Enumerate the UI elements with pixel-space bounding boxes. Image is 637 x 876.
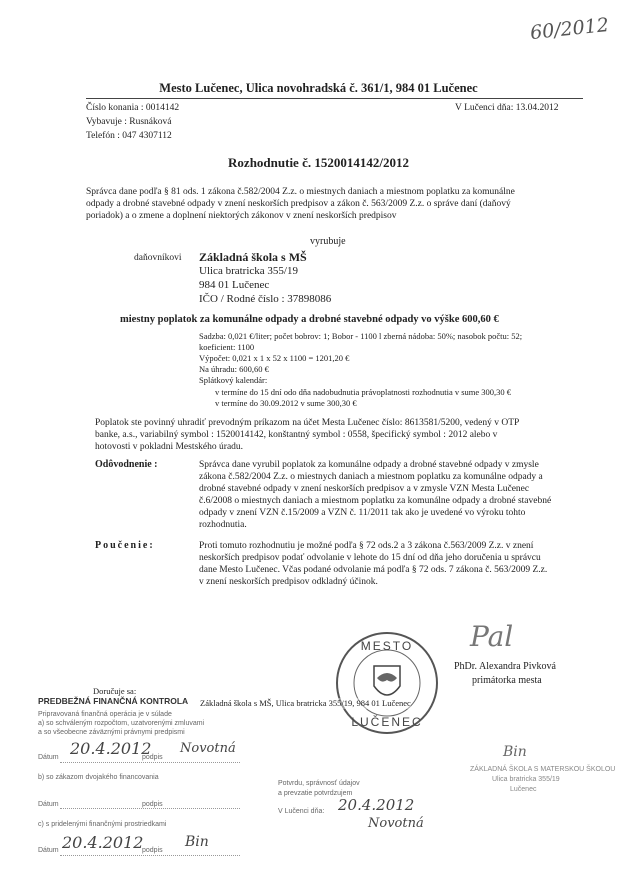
control-stamp-title: PREDBEŽNÁ FINANČNÁ KONTROLA [38, 696, 189, 706]
taxpayer-label: daňovníkovi [134, 253, 182, 263]
handled-by: Vybavuje : Rusnáková [86, 117, 172, 127]
payment-line: Poplatok ste povinný uhradiť prevodným príkazom na účet Mesta Lučenec číslo: 8613581/5200, vedený v OTP [95, 418, 520, 428]
control-stamp-line: c) s pridelenými finančnými prostriedkami [38, 821, 167, 828]
fee-detail-line: Výpočet: 0,021 x 1 x 52 x 1100 = 1201,20 € [199, 353, 350, 363]
fee-detail-line: Splátkový kalendár: [199, 375, 268, 385]
date-label: Dátum [38, 847, 59, 854]
phone: Telefón : 047 4307112 [86, 131, 172, 141]
control-stamp-line: Pripravovaná finančná operácia je v súlade [38, 711, 172, 718]
reasoning-line: zákona č.582/2004 Z.z. o miestnych daniach a miestnom poplatku za komunálne odpady a [199, 472, 543, 482]
fee-detail-line: koeficient: 1100 [199, 342, 255, 352]
date-label: Dátum [38, 801, 59, 808]
payment-line: banke, a.s., variabilný symbol : 1520014142, konštantný symbol : 0558, špecifický symbol : 2012 alebo v [95, 430, 498, 440]
intro-line: Správca dane podľa § 81 ods. 1 zákona č.582/2004 Z.z. o miestnych daniach a miestnom poplatku za komunálne [86, 187, 515, 197]
levies-label: vyrubuje [310, 236, 346, 247]
intro-line: odpady a drobné stavebné odpady v znení neskorších predpisov a zákon č. 563/2009 Z.z. o správe daní (daňový [86, 199, 511, 209]
document-header: Mesto Lučenec, Ulica novohradská č. 361/1, 984 01 Lučenec [159, 81, 478, 95]
installment-line: v termíne do 15 dní odo dňa nadobudnutia právoplatnosti rozhodnutia v sume 300,30 € [215, 387, 512, 397]
sign-label: podpis [142, 847, 163, 854]
control-stamp-line: a so všeobecne záväznými právnymi predpismi [38, 729, 185, 736]
taxpayer-ico: IČO / Rodné číslo : 37898086 [199, 293, 332, 305]
reasoning-line: drobné stavebné odpady v znení neskorších predpisov a v zmysle VZN Mesta Lučenec [199, 484, 530, 494]
instruction-line: neskorších predpisov podať odvolanie v lehote do 15 dní od dňa jeho doručenia u správcu [199, 553, 541, 563]
instruction-line: v znení neskorších predpisov odkladný účinok. [199, 577, 378, 587]
school-stamp-line: Ulica bratricka 355/19 [492, 776, 560, 783]
delivery-recipient: Základná škola s MŠ, Ulica bratricka 355/19, 984 01 Lučenec [200, 698, 411, 708]
instruction-line: dane Mesto Lučenec. Včas podané odvolanie má podľa § 72 ods. 7 zákona č. 563/2009 Z.z. [199, 565, 548, 575]
signer-name: PhDr. Alexandra Pivková [454, 661, 556, 672]
handwritten-signature: Bin [185, 834, 209, 850]
fee-title: miestny poplatok za komunálne odpady a drobné stavebné odpady vo výške 600,60 € [120, 314, 499, 325]
seal-bottom-text: LUČENEC [351, 715, 423, 729]
confirmation-stamp-line: a prevzatie potvrdzujem [278, 790, 353, 797]
handwritten-reference-number: 60/2012 [529, 13, 610, 45]
sign-label: podpis [142, 801, 163, 808]
signature-line [60, 808, 240, 809]
seal-shield-icon [374, 666, 400, 695]
installment-line: v termíne do 30.09.2012 v sume 300,30 € [215, 398, 357, 408]
reasoning-line: Správca dane vyrubil poplatok za komunálne odpady a drobné stavebné odpady v zmysle [199, 460, 539, 470]
handwritten-signature: Novotná [180, 741, 236, 756]
seal-eagle-icon [377, 673, 397, 682]
sign-label: podpis [142, 754, 163, 761]
handwritten-signature: Novotná [368, 816, 424, 831]
school-stamp-line: ZÁKLADNÁ ŠKOLA S MATERSKOU ŠKOLOU [470, 766, 616, 773]
signer-role: primátorka mesta [472, 675, 542, 686]
taxpayer-name: Základná škola s MŠ [199, 250, 307, 264]
reasoning-line: č.6/2008 o miestnych daniach a miestnom poplatku za komunálne odpady a drobné stavebné [199, 496, 552, 506]
confirmation-date-label: V Lučenci dňa: [278, 808, 325, 815]
fee-detail-line: Sadzba: 0,021 €/liter; počet bobrov: 1; Bobor - 1100 l zberná nádoba: 50%; nasobok počtu: 52; [199, 331, 523, 341]
delivery-label: Doručuje sa: [93, 686, 137, 696]
city-seal [332, 628, 442, 738]
payment-line: hotovosti v pokladni Mestského úradu. [95, 442, 244, 452]
signature-line [60, 762, 240, 763]
handwritten-date: 20.4.2012 [62, 833, 144, 852]
signature-line [60, 855, 240, 856]
confirmation-stamp-line: Potvrdu, správnosť údajov [278, 780, 360, 787]
reasoning-line: odpady v znení VZN č.15/2009 a VZN č. 11/2011 tak ako je uvedené vo výroku tohto [199, 508, 526, 518]
taxpayer-city: 984 01 Lučenec [199, 279, 270, 291]
handwritten-signature: Bin [503, 744, 527, 760]
intro-line: poriadok) a o zmene a doplnení niektorých zákonov v znení neskorších predpisov [86, 211, 397, 221]
handwritten-date: 20.4.2012 [70, 739, 152, 758]
control-stamp-line: a) so schváleným rozpočtom, uzatvorenými zmluvami [38, 720, 205, 727]
case-number: Číslo konania : 0014142 [86, 103, 180, 113]
issue-date: V Lučenci dňa: 13.04.2012 [455, 103, 559, 113]
instruction-line: Proti tomuto rozhodnutiu je možné podľa § 72 ods.2 a 3 zákona č.563/2009 Z.z. v znení [199, 541, 534, 551]
decision-title: Rozhodnutie č. 1520014142/2012 [228, 155, 409, 170]
taxpayer-street: Ulica bratricka 355/19 [199, 265, 298, 277]
reasoning-label: Odôvodnenie : [95, 459, 158, 470]
header-divider [86, 98, 583, 99]
control-stamp-line: b) so zákazom dvojakého financovania [38, 774, 159, 781]
date-label: Dátum [38, 754, 59, 761]
reasoning-line: rozhodnutia. [199, 520, 247, 530]
school-stamp-line: Lučenec [510, 786, 537, 793]
mayor-signature: Pal [470, 620, 514, 653]
seal-top-text: MESTO [360, 639, 414, 653]
handwritten-date: 20.4.2012 [338, 796, 415, 814]
instruction-label: Poučenie: [95, 540, 155, 551]
fee-detail-line: Na úhradu: 600,60 € [199, 364, 269, 374]
